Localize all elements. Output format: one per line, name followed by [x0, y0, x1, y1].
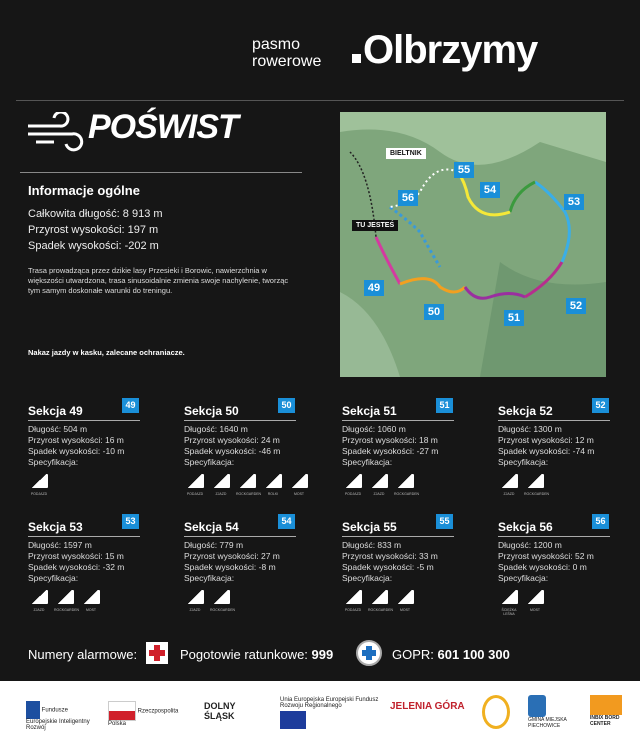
brand-title — [352, 28, 537, 73]
map-marker-49: 49 — [364, 280, 384, 296]
section-spec-label: Specyfikacja: — [28, 573, 79, 583]
section-length: Długość: 1597 m — [28, 540, 92, 550]
spec-icon-zjazd-icon — [186, 590, 204, 604]
alarm-label: Numery alarmowe: — [28, 647, 138, 662]
section-ascent: Przyrost wysokości: 52 m — [498, 551, 594, 561]
spec-icon--cie-ka-le-na-icon — [500, 590, 518, 604]
brand-dot — [352, 54, 361, 63]
logo-divider — [20, 172, 302, 173]
section-title: Sekcja 49 — [28, 404, 83, 418]
spec-icon-label: PODJAZD — [344, 492, 362, 496]
spec-icon-label: MOST — [293, 492, 305, 496]
logo-lesny-dwor-icon — [482, 695, 510, 729]
spec-icon-rockgarden-icon — [370, 590, 388, 604]
sponsor-footer — [0, 681, 640, 747]
section-length: Długość: 1060 m — [342, 424, 406, 434]
map-marker-52: 52 — [566, 298, 586, 314]
section-badge: 55 — [436, 514, 453, 529]
section-spec-label: Specyfikacja: — [342, 457, 393, 467]
logo-piechowice: GMINA MIEJSKA PIECHOWICE — [528, 695, 578, 729]
spec-icon-label: ROCKGARDEN — [54, 608, 80, 612]
spec-icon-most-icon — [526, 590, 544, 604]
section-length: Długość: 504 m — [28, 424, 88, 434]
map-svg — [340, 112, 606, 377]
spec-icon-zjazd-icon — [370, 474, 388, 488]
section-title: Sekcja 51 — [342, 404, 397, 418]
section-badge: 50 — [278, 398, 295, 413]
section-divider — [342, 420, 454, 421]
section-descent: Spadek wysokości: -10 m — [28, 446, 125, 456]
spec-icon-label: MOST — [85, 608, 97, 612]
logo-inbix: INBIX BORD CENTER — [590, 695, 634, 727]
section-descent: Spadek wysokości: -74 m — [498, 446, 595, 456]
map-marker-53: 53 — [564, 194, 584, 210]
trail-name: POŚWIST — [88, 108, 238, 146]
ambulance-info: Pogotowie ratunkowe: 999 — [180, 647, 334, 662]
pasmo-label — [252, 36, 321, 70]
map-marker-54: 54 — [480, 182, 500, 198]
section-badge: 52 — [592, 398, 609, 413]
spec-icon-label: ZJAZD — [503, 492, 515, 496]
section-badge: 53 — [122, 514, 139, 529]
info-description: Trasa prowadząca przez dzikie lasy Przesieki i Borowic, nawierzchnia w większości utwardzona, trasa sinusoidalnie zmienia swoje nachylenie, tworząc tym samym doskonałe warunki do treningu. — [28, 266, 289, 295]
section-ascent: Przyrost wysokości: 18 m — [342, 435, 438, 445]
spec-icon-podjazd-icon — [186, 474, 204, 488]
spec-icon-rolki-icon — [264, 474, 282, 488]
section-divider — [28, 536, 140, 537]
section-title: Sekcja 52 — [498, 404, 553, 418]
spec-icon-podjazd-icon — [30, 474, 48, 488]
info-title: Informacje ogólne — [28, 183, 140, 198]
section-title: Sekcja 56 — [498, 520, 553, 534]
info-length: Całkowita długość: 8 913 m — [28, 208, 163, 220]
spec-icon-label: ZJAZD — [373, 492, 385, 496]
map-marker-55: 55 — [454, 162, 474, 178]
spec-icon-label: ŚCIEŻKA LEŚNA — [501, 608, 517, 616]
section-spec-label: Specyfikacja: — [498, 457, 549, 467]
spec-icon-label: ROLKI — [267, 492, 279, 496]
section-descent: Spadek wysokości: -8 m — [184, 562, 276, 572]
section-length: Długość: 1640 m — [184, 424, 248, 434]
logo-fundusze-europejskie: Fundusze Europejskie Inteligentny Rozwój — [26, 701, 96, 731]
gopr-info: GOPR: 601 100 300 — [392, 647, 510, 662]
spec-icon-label: ZJAZD — [189, 608, 201, 612]
spec-icon-podjazd-icon — [344, 474, 362, 488]
section-title: Sekcja 54 — [184, 520, 239, 534]
spec-icon-zjazd-icon — [212, 474, 230, 488]
ambulance-icon — [146, 642, 168, 664]
info-ascent: Przyrost wysokości: 197 m — [28, 224, 159, 236]
section-ascent: Przyrost wysokości: 27 m — [184, 551, 280, 561]
section-divider — [184, 536, 296, 537]
logo-dolny-slask: DOLNY ŚLĄSK — [204, 701, 236, 721]
logo-unia-europejska: Unia Europejska Europejski Fundusz Rozwoju Regionalnego — [280, 697, 380, 729]
section-spec-label: Specyfikacja: — [184, 573, 235, 583]
gopr-icon — [356, 640, 382, 666]
section-descent: Spadek wysokości: -46 m — [184, 446, 281, 456]
spec-icon-most-icon — [290, 474, 308, 488]
spec-icon-label: PODJAZD — [30, 492, 48, 496]
section-title: Sekcja 55 — [342, 520, 397, 534]
section-descent: Spadek wysokości: -5 m — [342, 562, 434, 572]
spec-icon-rockgarden-icon — [238, 474, 256, 488]
section-ascent: Przyrost wysokości: 24 m — [184, 435, 280, 445]
section-title: Sekcja 50 — [184, 404, 239, 418]
spec-icon-rockgarden-icon — [526, 474, 544, 488]
spec-icon-label: ROCKGARDEN — [394, 492, 420, 496]
section-length: Długość: 1200 m — [498, 540, 562, 550]
logo-rzeczpospolita: Rzeczpospolita Polska — [108, 701, 192, 727]
helmet-note: Nakaz jazdy w kasku, zalecane ochraniacze. — [28, 348, 185, 357]
spec-icon-label: ROCKGARDEN — [368, 608, 394, 612]
spec-icon-most-icon — [82, 590, 100, 604]
section-ascent: Przyrost wysokości: 12 m — [498, 435, 594, 445]
spec-icon-zjazd-icon — [30, 590, 48, 604]
logo-jelenia-gora: JELENIA GÓRA — [390, 701, 465, 712]
section-length: Długość: 779 m — [184, 540, 244, 550]
spec-icon-zjazd-icon — [500, 474, 518, 488]
you-are-here-label: TU JESTEŚ — [352, 220, 398, 231]
spec-icon-most-icon — [396, 590, 414, 604]
spec-icon-rockgarden-icon — [396, 474, 414, 488]
section-ascent: Przyrost wysokości: 33 m — [342, 551, 438, 561]
section-spec-label: Specyfikacja: — [28, 457, 79, 467]
section-descent: Spadek wysokości: -27 m — [342, 446, 439, 456]
wind-icon — [26, 112, 86, 152]
trail-map — [340, 112, 606, 377]
section-divider — [498, 420, 610, 421]
pasmo-line2: rowerowe — [252, 53, 322, 70]
section-descent: Spadek wysokości: 0 m — [498, 562, 587, 572]
section-spec-label: Specyfikacja: — [498, 573, 549, 583]
info-descent: Spadek wysokości: -202 m — [28, 240, 159, 252]
section-divider — [28, 420, 140, 421]
spec-icon-label: MOST — [529, 608, 541, 612]
section-badge: 54 — [278, 514, 295, 529]
section-ascent: Przyrost wysokości: 16 m — [28, 435, 124, 445]
section-title: Sekcja 53 — [28, 520, 83, 534]
spec-icon-label: ZJAZD — [215, 492, 227, 496]
section-badge: 56 — [592, 514, 609, 529]
section-spec-label: Specyfikacja: — [184, 457, 235, 467]
map-marker-51: 51 — [504, 310, 524, 326]
section-badge: 49 — [122, 398, 139, 413]
spec-icon-podjazd-icon — [344, 590, 362, 604]
section-length: Długość: 1300 m — [498, 424, 562, 434]
spec-icon-rockgarden-icon — [56, 590, 74, 604]
section-spec-label: Specyfikacja: — [342, 573, 393, 583]
spec-icon-label: ROCKGARDEN — [524, 492, 550, 496]
section-divider — [184, 420, 296, 421]
spec-icon-label: ZJAZD — [33, 608, 45, 612]
spec-icon-label: MOST — [399, 608, 411, 612]
pasmo-line1: pasmo — [252, 36, 301, 53]
section-length: Długość: 833 m — [342, 540, 402, 550]
map-marker-56: 56 — [398, 190, 418, 206]
spec-icon-label: ROCKGARDEN — [210, 608, 236, 612]
section-divider — [498, 536, 610, 537]
spec-icon-label: ROCKGARDEN — [236, 492, 262, 496]
section-descent: Spadek wysokości: -32 m — [28, 562, 125, 572]
section-badge: 51 — [436, 398, 453, 413]
spec-icon-rockgarden-icon — [212, 590, 230, 604]
header-divider — [16, 100, 624, 101]
section-ascent: Przyrost wysokości: 15 m — [28, 551, 124, 561]
map-marker-50: 50 — [424, 304, 444, 320]
map-start-label: BIELTNIK — [386, 148, 426, 159]
spec-icon-label: PODJAZD — [344, 608, 362, 612]
section-divider — [342, 536, 454, 537]
brand-text: Olbrzymy — [363, 28, 538, 72]
spec-icon-label: PODJAZD — [186, 492, 204, 496]
